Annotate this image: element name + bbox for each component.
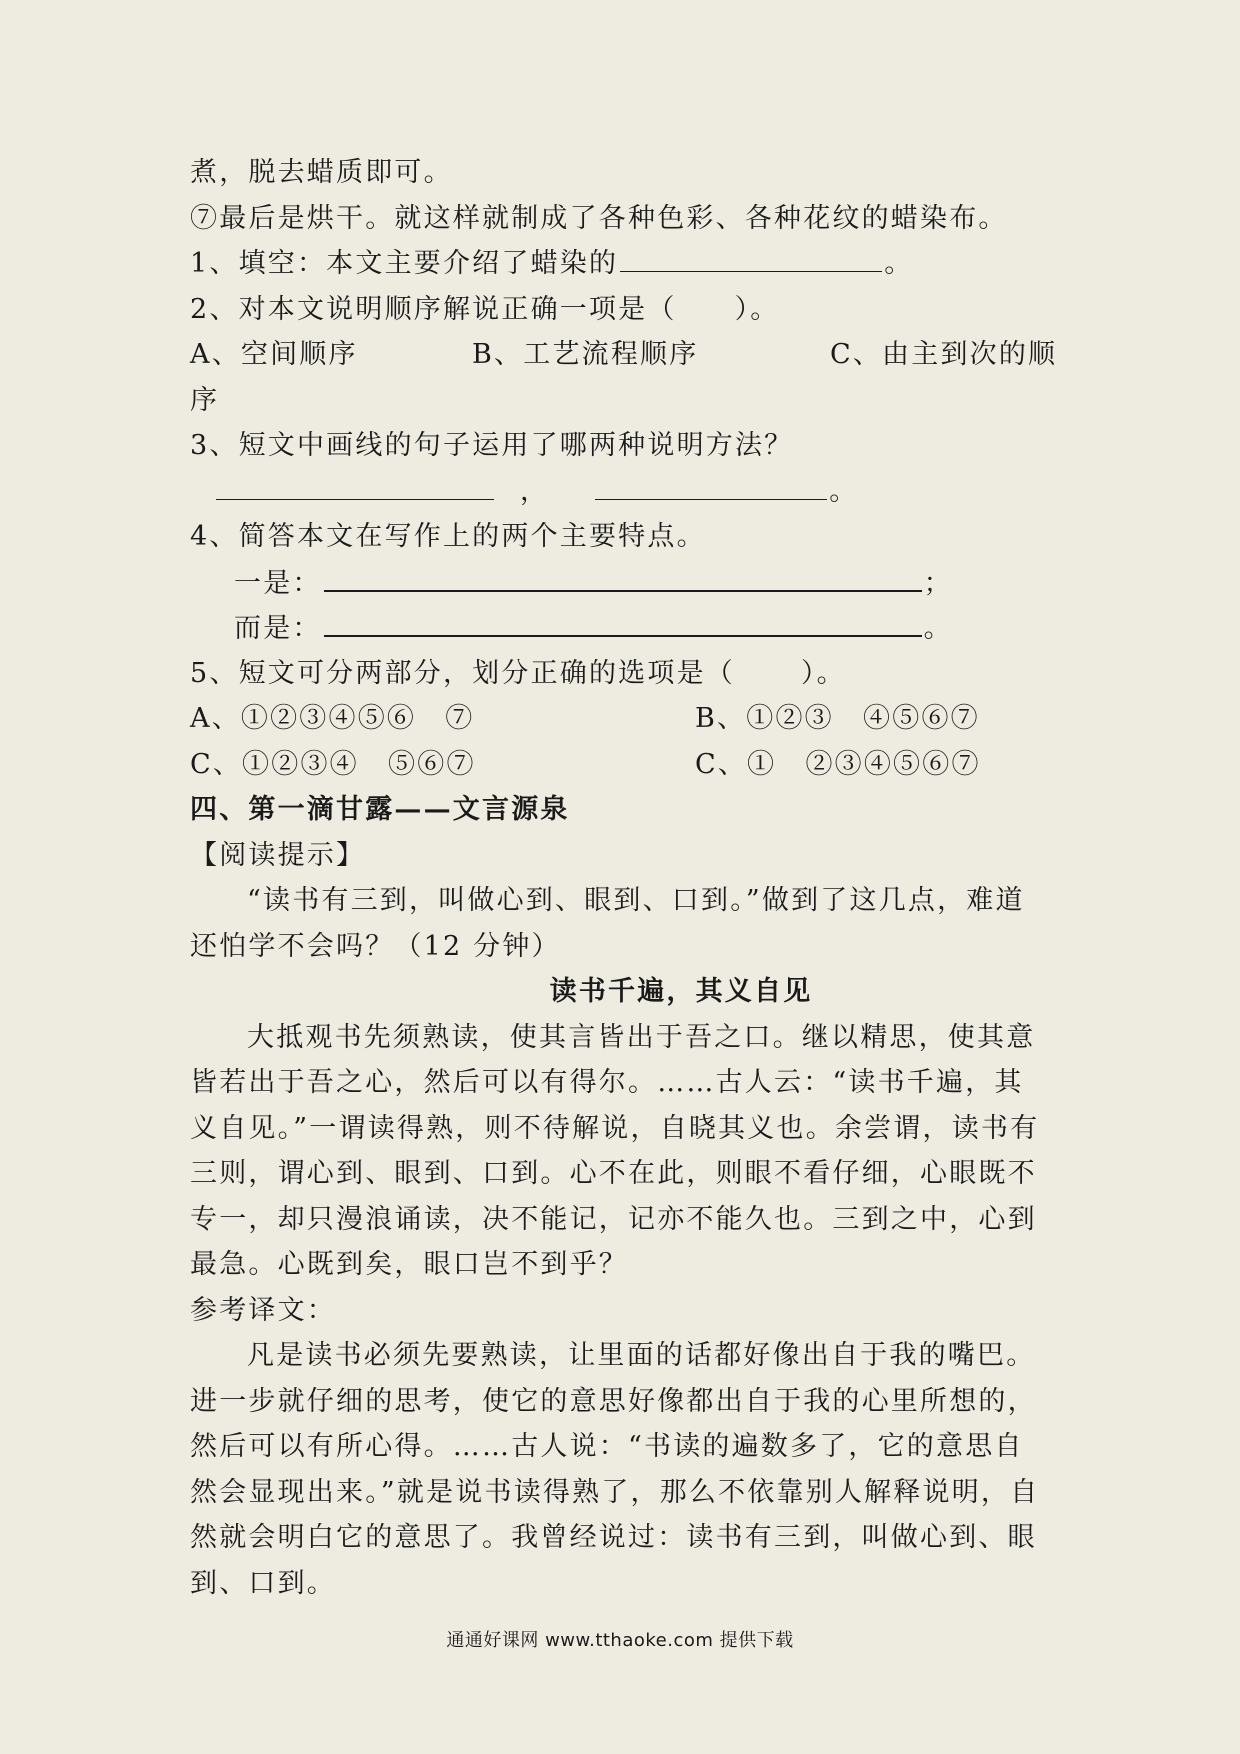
question-1 (190, 241, 1052, 287)
question-2-options (190, 332, 1058, 378)
answer-blank[interactable] (620, 241, 882, 272)
punctuation: ）。 (734, 293, 780, 325)
passage-original: 大抵观书先须熟读，使其言皆出于吾之口。继以精思，使其意皆若出于吾之心，然后可以有得尔。……古人云：“读书千遍，其义自见。”一谓读得熟，则不待解说，自晓其义也。余尝谓，读书有三则，谓心到、眼到、口到。心不在此，则眼不看仔细，心眼既不专一，却只漫浪诵读，决不能记，记亦不能久也。三到之中，心到最急。心既到矣，眼口岂不到乎？ (190, 1021, 1040, 1280)
punctuation: 。 (923, 613, 953, 644)
document-body (190, 150, 1058, 1606)
question-4-answer-one (190, 560, 1052, 606)
question-3-answer (190, 469, 1052, 515)
answer-blank[interactable] (324, 605, 922, 637)
option-d: C、① ②③④⑤⑥⑦ (695, 748, 981, 780)
answer-blank[interactable] (595, 469, 827, 500)
question-5-text: 5、短文可分两部分，划分正确的选项是（ (190, 657, 735, 689)
option-c-continued: 序 (190, 384, 220, 416)
question-3: 3、短文中画线的句子运用了哪两种说明方法？ (190, 430, 794, 461)
option-b: B、①②③ ④⑤⑥⑦ (695, 703, 980, 734)
question-1-text: 1、填空：本文主要介绍了蜡染的 (190, 248, 619, 279)
question-5-options-row (190, 696, 1052, 742)
reading-tip-label: 【阅读提示】 (190, 839, 366, 871)
question-2-text: 2、对本文说明顺序解说正确一项是（ (190, 293, 677, 325)
answer-label: 一是： (234, 567, 322, 599)
option-a: A、①②③④⑤⑥ ⑦ (190, 703, 475, 734)
punctuation: 。 (829, 475, 859, 507)
answer-label: 而是： (234, 613, 322, 644)
section-heading: 四、第一滴甘露——文言源泉 (190, 794, 570, 825)
question-2 (190, 287, 1052, 333)
question-5-options-row (190, 742, 1052, 788)
text-line: ⑦最后是烘干。就这样就制成了各种色彩、各种花纹的蜡染布。 (190, 202, 1008, 234)
passage-title: 读书千遍，其义自见 (549, 976, 813, 1007)
question-4: 4、简答本文在写作上的两个主要特点。 (190, 521, 706, 552)
text-line: 煮，脱去蜡质即可。 (190, 157, 453, 188)
question-4-answer-two (190, 605, 1052, 651)
option-a: A、空间顺序 (190, 339, 358, 370)
reference-label: 参考译文： (190, 1294, 336, 1326)
question-5 (190, 651, 1052, 697)
reading-tip-text: “读书有三到，叫做心到、眼到、口到。”做到了这几点，难道还怕学不会吗？（12 分钟） (190, 885, 1025, 962)
punctuation: ， (520, 475, 550, 507)
punctuation: ； (923, 567, 953, 599)
passage-translation: 凡是读书必须先要熟读，让里面的话都好像出自于我的嘴巴。进一步就仔细的思考，使它的意思好像都出自于我的心里所想的，然后可以有所心得。……古人说：“书读的遍数多了，它的意思自然会显现出来。”就是说书读得熟了，那么不依靠别人解释说明，自然就会明白它的意思了。我曾经说过：读书有三到，叫做心到、眼到、口到。 (190, 1340, 1040, 1599)
option-c: C、由主到次的顺 (830, 339, 1058, 370)
punctuation: 。 (884, 248, 914, 279)
answer-blank[interactable] (324, 560, 922, 592)
option-c: C、①②③④ ⑤⑥⑦ (190, 748, 476, 780)
punctuation: ）。 (800, 657, 846, 689)
answer-blank[interactable] (216, 469, 494, 500)
option-b: B、工艺流程顺序 (472, 339, 699, 370)
page-footer: 通通好课网 www.tthaoke.com 提供下载 (446, 1630, 794, 1651)
